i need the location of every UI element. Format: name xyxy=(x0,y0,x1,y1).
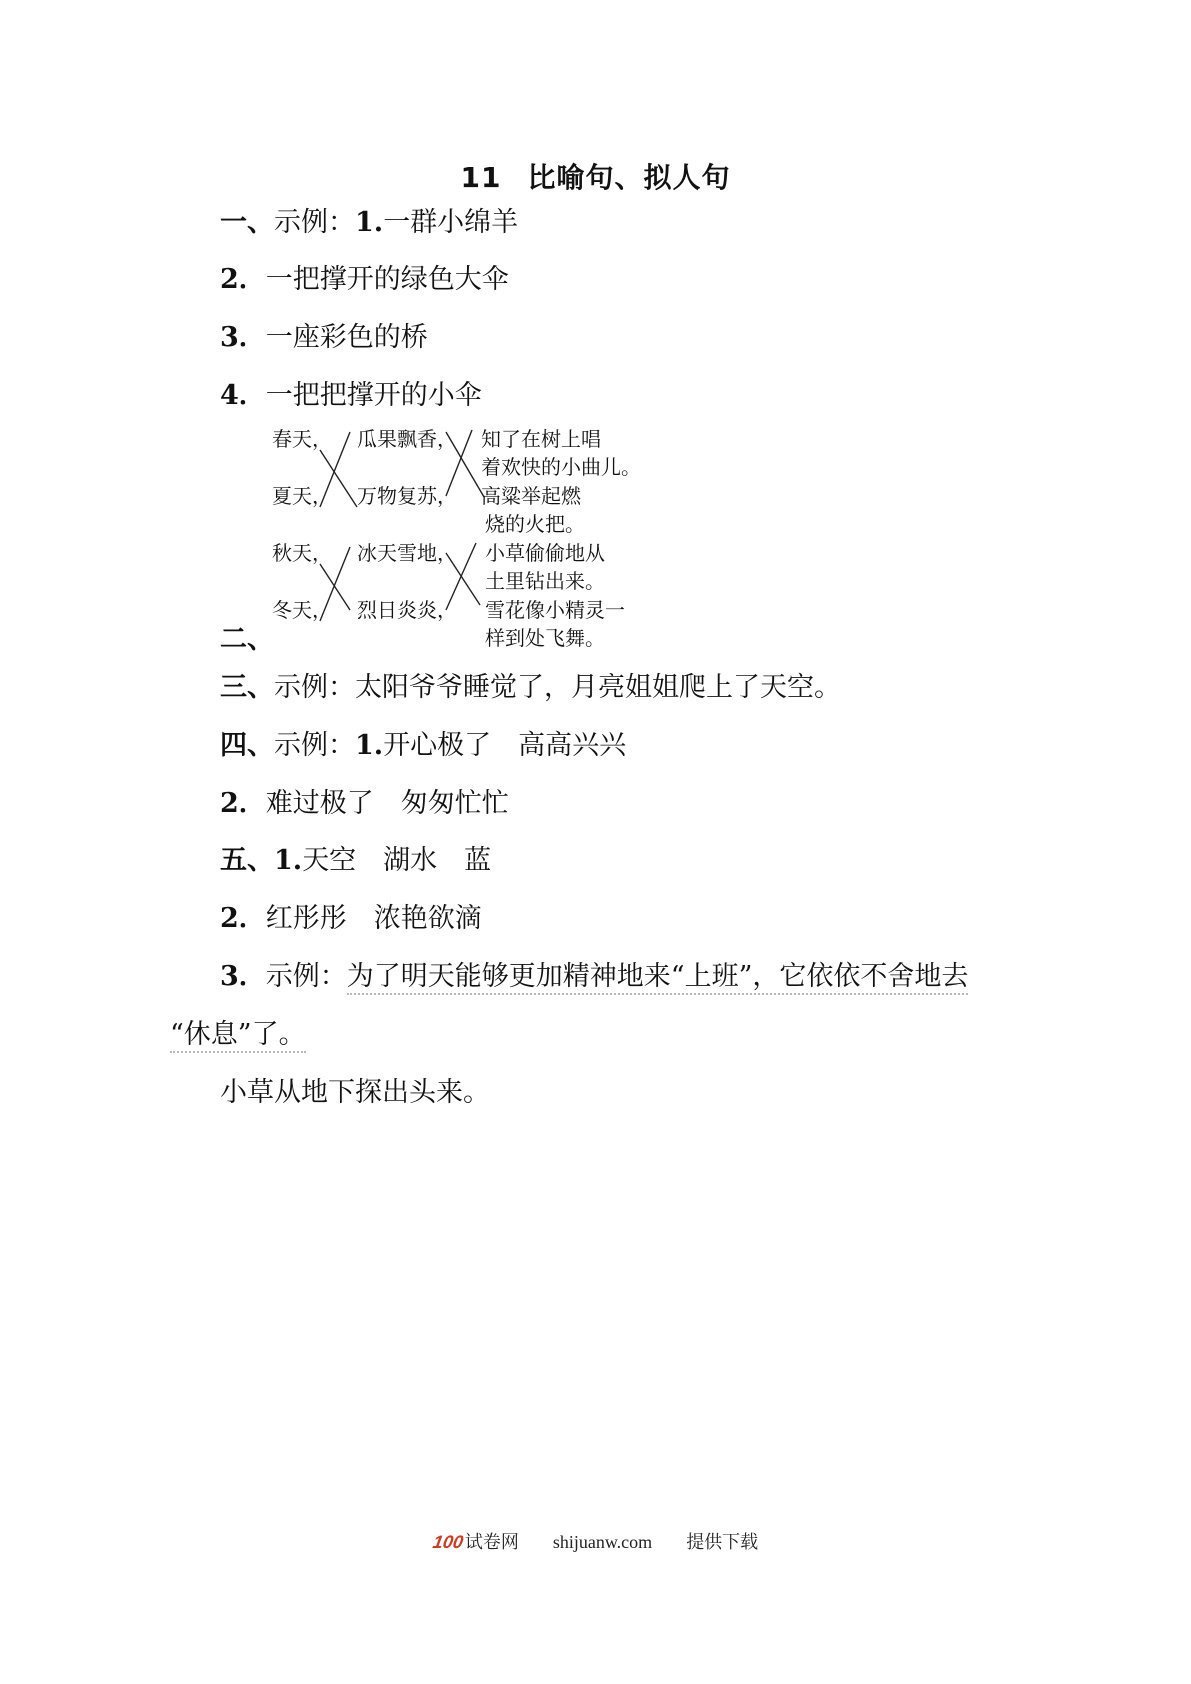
season-word: 春天， xyxy=(272,427,332,451)
answer-text: 难过极了 匆匆忙忙 xyxy=(265,788,509,819)
scene-word: 冰天雪地， xyxy=(357,541,457,565)
scene-word: 瓜果飘香， xyxy=(357,427,457,451)
section4-line1 xyxy=(220,728,626,764)
section4-label: 四、 xyxy=(220,730,274,761)
section5-extra: 小草从地下探出头来。 xyxy=(220,1077,490,1108)
description-line: 样到处飞舞。 xyxy=(485,626,605,650)
season-word: 夏天， xyxy=(272,484,332,508)
underlined-sentence-cont: “休息”了。 xyxy=(170,1019,306,1053)
section5-line2 xyxy=(220,901,482,937)
description-line: 知了在树上唱 xyxy=(481,427,601,451)
description-line: 土里钻出来。 xyxy=(485,569,605,593)
site-name: 试卷网 xyxy=(464,1532,519,1552)
scene-word: 万物复苏， xyxy=(357,484,457,508)
answer-text: 开心极了 高高兴兴 xyxy=(383,730,627,761)
description-line: 高粱举起燃 xyxy=(481,484,581,508)
item-number: 1. xyxy=(355,730,384,761)
answer-text: 一群小绵羊 xyxy=(383,207,519,238)
answer-text: 一把把撑开的小伞 xyxy=(265,380,482,411)
match-line xyxy=(446,543,476,610)
item-number: 2． xyxy=(220,903,266,934)
title-text: 比喻句、拟人句 xyxy=(527,161,731,194)
section5-line4 xyxy=(170,1017,306,1053)
match-line xyxy=(320,432,350,507)
item-number: 3． xyxy=(220,961,266,992)
item-number: 1. xyxy=(274,845,303,876)
example-prefix: 示例： xyxy=(265,961,347,992)
section2-label: 二、 xyxy=(220,624,274,655)
season-word: 秋天， xyxy=(272,541,332,565)
section3-line xyxy=(220,670,841,706)
title-number: 11 xyxy=(460,161,502,194)
footer xyxy=(0,1528,1191,1554)
item-number: 4． xyxy=(220,380,266,411)
item-number: 2． xyxy=(220,264,266,295)
description-line: 小草偷偷地从 xyxy=(485,541,605,565)
answer-text: 一把撑开的绿色大伞 xyxy=(265,264,509,295)
section3-label: 三、 xyxy=(220,672,274,703)
description-line: 烧的火把。 xyxy=(485,512,585,536)
item-number: 1. xyxy=(355,207,384,238)
section4-example: 示例： xyxy=(274,730,355,761)
description-line: 雪花像小精灵一 xyxy=(485,598,625,622)
season-word: 冬天， xyxy=(272,598,332,622)
section1-example: 示例： xyxy=(274,207,355,238)
description-line: 着欢快的小曲儿。 xyxy=(481,455,641,479)
site-domain: shijuanw.com xyxy=(552,1532,653,1552)
underlined-sentence: 为了明天能够更加精神地来“上班”，它依依不舍地去 xyxy=(347,961,969,995)
section5-label: 五、 xyxy=(220,845,274,876)
match-line xyxy=(446,432,484,497)
scene-word: 烈日炎炎， xyxy=(357,598,457,622)
match-line xyxy=(320,564,350,610)
answer-text: 红彤彤 浓艳欲滴 xyxy=(265,903,482,934)
section4-line2 xyxy=(220,786,509,822)
section1-label: 一、 xyxy=(220,207,274,238)
item-number: 2． xyxy=(220,788,266,819)
footer-note: 提供下载 xyxy=(686,1532,759,1552)
answer-text: 一座彩色的桥 xyxy=(265,322,428,353)
section5-line1 xyxy=(220,843,491,879)
site-logo: 100 xyxy=(431,1532,465,1552)
match-line xyxy=(320,450,357,507)
section3-text: 示例：太阳爷爷睡觉了，月亮姐姐爬上了天空。 xyxy=(274,672,841,703)
match-line xyxy=(320,547,350,621)
item-number: 3． xyxy=(220,322,266,353)
section5-line3 xyxy=(220,959,968,995)
answer-text: 天空 湖水 蓝 xyxy=(302,845,492,876)
